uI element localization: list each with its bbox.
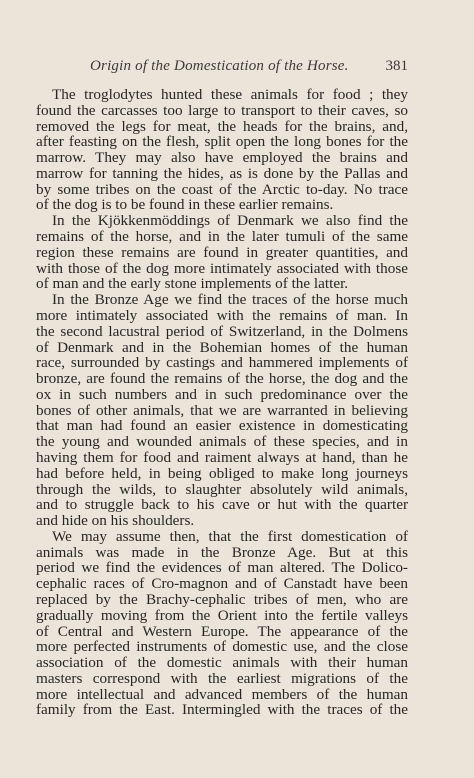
text-line: animals was made in the Bronze Age. But at this	[36, 544, 408, 561]
paragraph	[36, 529, 408, 718]
text-line: of Denmark and in the Bohemian homes of the human	[36, 339, 408, 356]
text-line: that man had found an easier existence in domesticating	[36, 418, 408, 435]
text-line: of man and the early stone implements of the latter.	[36, 276, 349, 293]
text-line: found the carcasses too large to transport to their caves, so	[36, 102, 408, 119]
text-line: region these remains are found in greater quantities, and	[36, 244, 408, 261]
paragraph	[36, 292, 408, 529]
text-line: cephalic races of Cro-magnon and of Canstadt have been	[36, 576, 408, 592]
text-line: by some tribes on the coast of the Arctic to-day. No trace	[36, 181, 408, 198]
text-line: after feasting on the flesh, split open the long bones for the	[36, 134, 408, 151]
text-line: more intellectual and advanced members of the human	[36, 686, 408, 703]
text-line: period we find the evidences of man altered. The Dolico-	[36, 560, 408, 577]
text-line: race, surrounded by castings and hammered implements of	[36, 355, 408, 372]
page-number: 381	[385, 58, 408, 74]
text-line: more perfected instruments of domestic use, and the close	[36, 639, 408, 656]
paragraph	[36, 213, 408, 292]
text-line: of Central and Western Europe. The appearance of the	[36, 623, 408, 640]
text-line: marrow for tanning the hides, as is done by the Pallas and	[36, 165, 408, 182]
text-line: of the dog is to be found in these earlier remains.	[36, 197, 334, 214]
text-line: The troglodytes hunted these animals for food ; they	[52, 87, 408, 103]
text-line: removed the legs for meat, the heads for the brains, and,	[36, 118, 408, 135]
text-line: the young and wounded animals of these species, and in	[36, 434, 408, 450]
text-line: and to struggle back to his cave or hut with the quarter	[36, 497, 408, 514]
text-line: through the wilds, to slaughter absolutely wild animals,	[36, 481, 408, 498]
running-title: Origin of the Domestication of the Horse.	[90, 58, 349, 74]
page-header	[36, 58, 408, 80]
text-line: with those of the dog more intimately associated with those	[36, 260, 408, 277]
text-line: remains of the horse, and in the later tumuli of the same	[36, 229, 408, 245]
text-line: more intimately associated with the remains of man. In	[36, 307, 408, 324]
text-line: In the Kjökkenmöddings of Denmark we also find the	[52, 213, 408, 230]
text-line: We may assume then, that the first domestication of	[52, 528, 408, 545]
text-line: replaced by the Brachy-cephalic tribes of men, who are	[36, 592, 408, 608]
text-line: In the Bronze Age we find the traces of the horse much	[52, 292, 408, 308]
text-line: bronze, are found the remains of the horse, the dog and the	[36, 371, 408, 387]
text-line: masters correspond with the earliest migrations of the	[36, 670, 408, 687]
text-line: gradually moving from the Orient into the fertile valleys	[36, 607, 408, 624]
text-line: had before held, in being obliged to make long journeys	[36, 465, 408, 482]
text-line: association of the domestic animals with their human	[36, 655, 408, 671]
text-line: ox in such numbers and in such predominance over the	[36, 386, 408, 403]
text-line: and hide on his shoulders.	[36, 513, 195, 529]
text-line: marrow. They may also have employed the brains and	[36, 150, 408, 166]
text-line: the second lacustral period of Switzerland, in the Dolmens	[36, 323, 408, 340]
text-line: family from the East. Intermingled with the traces of the	[36, 702, 408, 719]
text-line: bones of other animals, that we are warranted in believing	[36, 402, 408, 419]
text-line: having them for food and raiment always at hand, than he	[36, 449, 408, 466]
paragraph	[36, 87, 408, 213]
body-text	[36, 87, 408, 718]
